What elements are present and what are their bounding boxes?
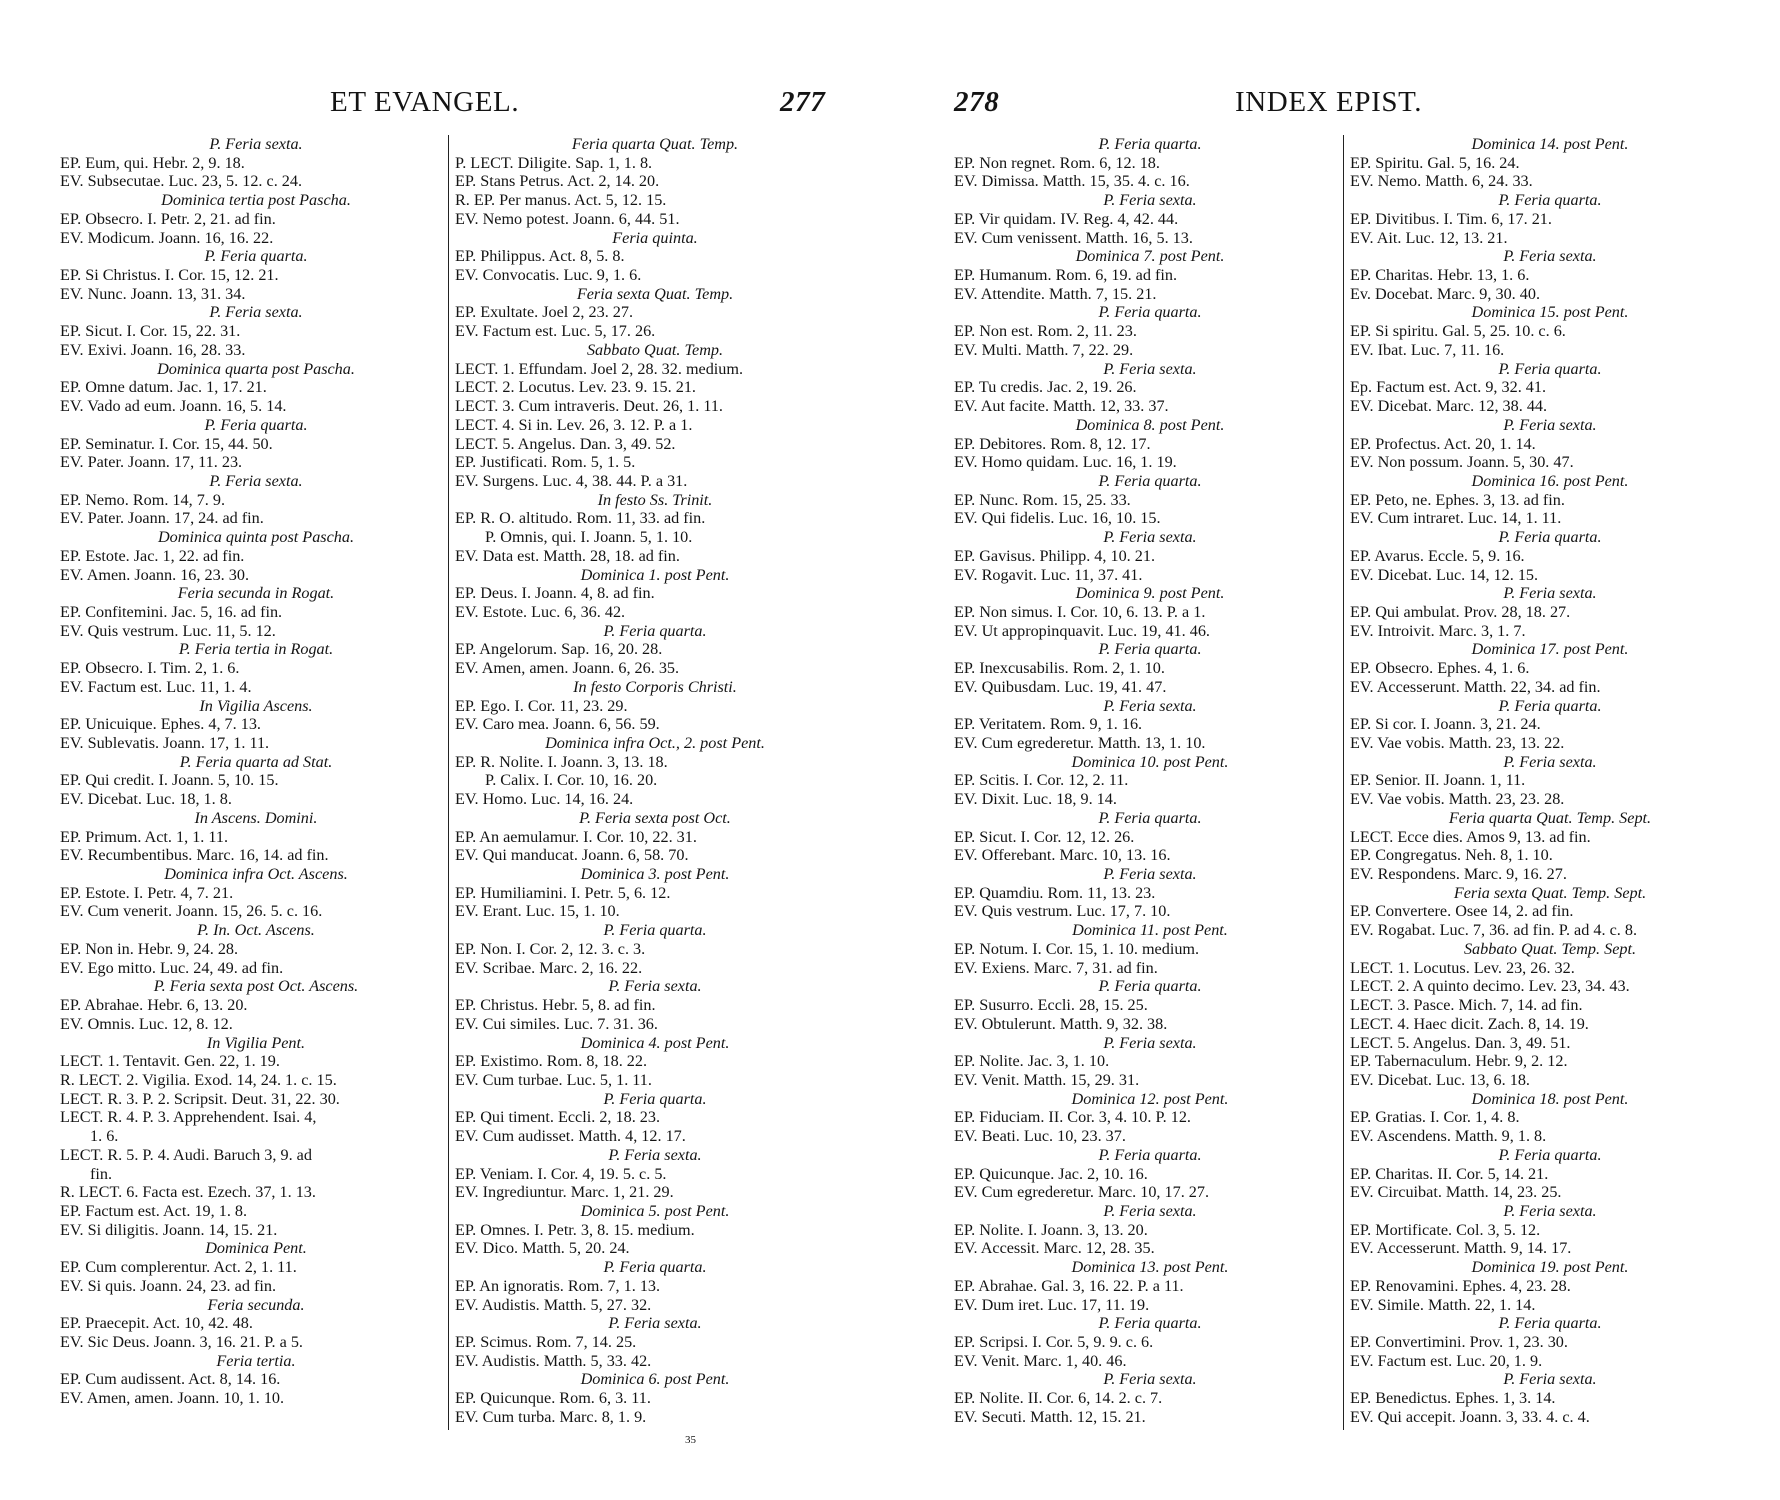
section-heading: In festo Corporis Christi.: [573, 677, 737, 696]
section-heading: P. Feria quarta.: [1098, 1314, 1202, 1333]
index-entry: EP. R. Nolite. I. Joann. 3, 13. 18.: [455, 752, 668, 771]
index-entry: EV. Sic Deus. Joann. 3, 16. 21. P. a 5.: [60, 1333, 303, 1351]
index-column: [455, 135, 855, 1427]
index-entry: EV. Accesserunt. Matth. 9, 14. 17.: [1350, 1239, 1572, 1258]
section-heading: Dominica 8. post Pent.: [1075, 415, 1225, 434]
section-heading: In festo Ss. Trinit.: [597, 490, 713, 509]
index-entry: EP. Non. I. Cor. 2, 12. 3. c. 3.: [455, 939, 646, 958]
index-entry: EV. Dicebat. Luc. 14, 12. 15.: [1350, 565, 1539, 584]
index-entry: EP. Eum, qui. Hebr. 2, 9. 18.: [60, 153, 245, 172]
index-entry: EP. Sicut. I. Cor. 15, 22. 31.: [60, 322, 241, 341]
index-entry: EP. Deus. I. Joann. 4, 8. ad fin.: [455, 584, 655, 603]
section-heading: P. Feria sexta.: [1103, 1033, 1197, 1052]
section-heading: P. Feria sexta.: [1103, 1370, 1197, 1389]
section-heading: Dominica 10. post Pent.: [1071, 752, 1229, 771]
index-entry: EV. Modicum. Joann. 16, 16. 22.: [60, 228, 274, 247]
section-heading: P. Feria quarta ad Stat.: [179, 752, 333, 771]
section-heading: P. Feria quarta.: [1498, 528, 1602, 547]
section-heading: In Vigilia Pent.: [206, 1033, 306, 1052]
index-entry: EV. Ingrediuntur. Marc. 1, 21. 29.: [455, 1183, 674, 1202]
index-entry: EP. Renovamini. Ephes. 4, 23. 28.: [1350, 1276, 1571, 1295]
index-entry: EP. Angelorum. Sap. 16, 20. 28.: [455, 640, 663, 659]
index-entry: EP. Inexcusabilis. Rom. 2, 1. 10.: [954, 659, 1165, 678]
section-heading: P. Feria sexta.: [1103, 865, 1197, 884]
index-entry: EP. Primum. Act. 1, 1. 11.: [60, 827, 229, 846]
index-entry: EV. Qui fidelis. Luc. 16, 10. 15.: [954, 509, 1161, 528]
section-heading: P. Feria sexta post Oct. Ascens.: [153, 977, 359, 996]
section-heading: P. Feria quarta.: [603, 1258, 707, 1277]
index-entry: EV. Cum venerit. Joann. 15, 26. 5. c. 16.: [60, 902, 323, 921]
section-heading: In Ascens. Domini.: [194, 808, 318, 827]
section-heading: Dominica quinta post Pascha.: [157, 528, 355, 547]
index-entry: EV. Cum turba. Marc. 8, 1. 9.: [455, 1407, 647, 1426]
index-entry: EP. Philippus. Act. 8, 5. 8.: [455, 247, 625, 266]
section-heading: Dominica 15. post Pent.: [1471, 303, 1629, 322]
index-entry: EP. Qui credit. I. Joann. 5, 10. 15.: [60, 771, 279, 790]
index-entry: EV. Vae vobis. Matth. 23, 23. 28.: [1350, 790, 1565, 809]
index-entry: EP. Divitibus. I. Tim. 6, 17. 21.: [1350, 209, 1552, 228]
index-entry: EV. Secuti. Matth. 12, 15. 21.: [954, 1407, 1146, 1426]
index-entry: P. Omnis, qui. I. Joann. 5, 1. 10.: [485, 528, 693, 547]
index-entry: EP. Scitis. I. Cor. 12, 2. 11.: [954, 771, 1129, 790]
index-entry: EV. Quis vestrum. Luc. 17, 7. 10.: [954, 902, 1171, 921]
index-entry: EV. Respondens. Marc. 9, 16. 27.: [1350, 865, 1567, 884]
index-entry: EP. Abrahae. Gal. 3, 16. 22. P. a 11.: [954, 1276, 1184, 1295]
index-entry: EV. Amen, amen. Joann. 10, 1. 10.: [60, 1389, 285, 1408]
index-entry: EP. Nunc. Rom. 15, 25. 33.: [954, 490, 1131, 509]
index-entry: EP. Existimo. Rom. 8, 18. 22.: [455, 1052, 648, 1071]
section-heading: P. Feria sexta.: [1503, 584, 1597, 603]
section-heading: Dominica 3. post Pent.: [580, 865, 730, 884]
section-heading: Dominica 1. post Pent.: [580, 565, 730, 584]
index-entry: EP. Cum audissent. Act. 8, 14. 16.: [60, 1370, 281, 1389]
section-heading: Dominica 9. post Pent.: [1075, 584, 1225, 603]
running-title: ET EVANGEL.: [330, 86, 520, 118]
index-entry: EV. Dum iret. Luc. 17, 11. 19.: [954, 1295, 1150, 1314]
index-entry: P. Calix. I. Cor. 10, 16. 20.: [485, 771, 658, 790]
section-heading: P. Feria quarta.: [1498, 191, 1602, 210]
section-heading: Dominica quarta post Pascha.: [157, 359, 355, 378]
section-heading: Dominica 6. post Pent.: [580, 1370, 730, 1389]
index-entry: EP. Charitas. Hebr. 13, 1. 6.: [1350, 266, 1530, 285]
index-entry: EV. Offerebant. Marc. 10, 13. 16.: [954, 846, 1171, 865]
index-entry: EV. Omnis. Luc. 12, 8. 12.: [60, 1014, 233, 1033]
index-entry: EV. Data est. Matth. 28, 18. ad fin.: [455, 546, 680, 565]
right-page: [900, 0, 1780, 1500]
index-entry: EV. Convocatis. Luc. 9, 1. 6.: [455, 266, 642, 285]
index-entry: EP. Quicunque. Rom. 6, 3. 11.: [455, 1389, 651, 1408]
index-entry: LECT. 5. Angelus. Dan. 3, 49. 52.: [455, 434, 676, 453]
section-heading: Feria tertia.: [216, 1351, 296, 1370]
column-rule: [448, 135, 449, 1430]
index-entry: EP. An aemulamur. I. Cor. 10, 22. 31.: [455, 827, 697, 846]
index-entry: EV. Amen. Joann. 16, 23. 30.: [60, 565, 249, 584]
index-entry: EV. Ut appropinquavit. Luc. 19, 41. 46.: [954, 621, 1210, 640]
index-entry: EP. Exultate. Joel 2, 23. 27.: [455, 303, 634, 322]
index-entry: EV. Dixit. Luc. 18, 9. 14.: [954, 790, 1117, 809]
page-number: 278: [954, 86, 1000, 118]
section-heading: P. Feria quarta.: [1098, 471, 1202, 490]
section-heading: P. Feria sexta.: [1103, 1201, 1197, 1220]
index-entry: EP. Estote. Jac. 1, 22. ad fin.: [60, 546, 245, 565]
index-entry: EV. Vado ad eum. Joann. 16, 5. 14.: [60, 397, 287, 416]
index-entry: EV. Beati. Luc. 10, 23. 37.: [954, 1127, 1126, 1146]
index-entry: EP. Qui ambulat. Prov. 28, 18. 27.: [1350, 602, 1571, 621]
index-entry: EP. Si cor. I. Joann. 3, 21. 24.: [1350, 715, 1541, 734]
index-entry: LECT. 5. Angelus. Dan. 3, 49. 51.: [1350, 1033, 1571, 1052]
index-entry: LECT. 4. Haec dicit. Zach. 8, 14. 19.: [1350, 1014, 1589, 1033]
index-entry: EP. Stans Petrus. Act. 2, 14. 20.: [455, 172, 660, 191]
index-entry: EP. Mortificate. Col. 3, 5. 12.: [1350, 1220, 1541, 1239]
section-heading: P. Feria sexta.: [209, 135, 303, 153]
section-heading: Dominica 5. post Pent.: [580, 1201, 730, 1220]
index-entry: EV. Multi. Matth. 7, 22. 29.: [954, 340, 1134, 359]
index-entry: EV. Cum egrederetur. Matth. 13, 1. 10.: [954, 734, 1206, 752]
index-entry: LECT. 1. Tentavit. Gen. 22, 1. 19.: [60, 1052, 280, 1071]
index-entry: EP. Nolite. II. Cor. 6, 14. 2. c. 7.: [954, 1389, 1163, 1408]
index-entry: EP. Tabernaculum. Hebr. 9, 2. 12.: [1350, 1052, 1568, 1071]
index-entry: EP. Scimus. Rom. 7, 14. 25.: [455, 1333, 637, 1351]
index-entry: EP. Vir quidam. IV. Reg. 4, 42. 44.: [954, 209, 1179, 228]
section-heading: Dominica tertia post Pascha.: [161, 191, 351, 210]
index-entry: LECT. R. 3. P. 2. Scripsit. Deut. 31, 22. 30.: [60, 1089, 340, 1108]
index-entry: EV. Non possum. Joann. 5, 30. 47.: [1350, 453, 1574, 472]
index-entry: EP. Nolite. Jac. 3, 1. 10.: [954, 1052, 1110, 1071]
section-heading: P. Feria sexta.: [209, 471, 303, 490]
section-heading: P. Feria sexta.: [1103, 191, 1197, 210]
index-entry: EP. Estote. I. Petr. 4, 7. 21.: [60, 883, 234, 902]
index-entry: EV. Cui similes. Luc. 7. 31. 36.: [455, 1014, 658, 1033]
index-entry: EP. R. O. altitudo. Rom. 11, 33. ad fin.: [455, 509, 706, 528]
section-heading: P. Feria quarta.: [1498, 1314, 1602, 1333]
section-heading: P. Feria quarta.: [603, 1089, 707, 1108]
index-entry: LECT. 1. Effundam. Joel 2, 28. 32. medium.: [455, 359, 744, 378]
index-entry: EP. Non simus. I. Cor. 10, 6. 13. P. a 1.: [954, 602, 1206, 621]
index-entry: EP. Gavisus. Philipp. 4, 10. 21.: [954, 546, 1156, 565]
section-heading: Dominica 11. post Pent.: [1072, 921, 1228, 940]
index-entry: EP. Notum. I. Cor. 15, 1. 10. medium.: [954, 939, 1200, 958]
index-entry: EP. Non est. Rom. 2, 11. 23.: [954, 322, 1137, 341]
index-entry: EP. Quamdiu. Rom. 11, 13. 23.: [954, 883, 1156, 902]
index-entry: EV. Estote. Luc. 6, 36. 42.: [455, 602, 626, 621]
section-heading: P. Feria sexta.: [1103, 696, 1197, 715]
signature-mark: 35: [685, 1434, 696, 1446]
index-entry: EV. Homo quidam. Luc. 16, 1. 19.: [954, 453, 1177, 472]
section-heading: P. Feria sexta.: [1103, 528, 1197, 547]
section-heading: P. Feria quarta.: [1098, 808, 1202, 827]
index-entry: EP. Debitores. Rom. 8, 12. 17.: [954, 434, 1151, 453]
index-entry: EP. Tu credis. Jac. 2, 19. 26.: [954, 378, 1137, 397]
index-entry: EP. Omnes. I. Petr. 3, 8. 15. medium.: [455, 1220, 695, 1239]
index-entry: EV. Pater. Joann. 17, 11. 23.: [60, 453, 243, 472]
section-heading: Feria quarta Quat. Temp. Sept.: [1448, 808, 1652, 827]
index-entry: EV. Recumbentibus. Marc. 16, 14. ad fin.: [60, 846, 329, 865]
index-entry: EV. Homo. Luc. 14, 16. 24.: [455, 790, 634, 809]
index-entry: EP. Cum complerentur. Act. 2, 1. 11.: [60, 1258, 297, 1277]
section-heading: Dominica 19. post Pent.: [1471, 1258, 1629, 1277]
section-heading: Sabbato Quat. Temp. Sept.: [1463, 939, 1637, 958]
index-entry: EP. Non in. Hebr. 9, 24. 28.: [60, 939, 239, 958]
section-heading: P. Feria sexta.: [608, 1145, 702, 1164]
index-entry: EV. Introivit. Marc. 3, 1. 7.: [1350, 621, 1526, 640]
index-entry: EP. Omne datum. Jac. 1, 17. 21.: [60, 378, 267, 397]
index-entry: LECT. 1. Locutus. Lev. 23, 26. 32.: [1350, 958, 1575, 977]
index-entry: EV. Dicebat. Luc. 18, 1. 8.: [60, 790, 232, 809]
section-heading: Feria sexta Quat. Temp. Sept.: [1453, 883, 1647, 902]
index-entry: EV. Dicebat. Luc. 13, 6. 18.: [1350, 1070, 1530, 1089]
index-entry: EV. Exivi. Joann. 16, 28. 33.: [60, 340, 246, 359]
section-heading: P. Feria tertia in Rogat.: [178, 640, 334, 659]
index-entry: EV. Dimissa. Matth. 15, 35. 4. c. 16.: [954, 172, 1190, 191]
index-entry: EV. Nemo. Matth. 6, 24. 33.: [1350, 172, 1533, 191]
index-column: [60, 135, 452, 1408]
index-entry: EP. An ignoratis. Rom. 7, 1. 13.: [455, 1276, 661, 1295]
index-entry: R. LECT. 2. Vigilia. Exod. 14, 24. 1. c. 15.: [60, 1070, 337, 1089]
section-heading: Dominica 7. post Pent.: [1075, 247, 1225, 266]
section-heading: P. Feria quarta.: [1098, 303, 1202, 322]
index-entry: EV. Caro mea. Joann. 6, 56. 59.: [455, 715, 660, 734]
index-entry: EV. Dicebat. Marc. 12, 38. 44.: [1350, 397, 1548, 416]
index-entry: EP. Quicunque. Jac. 2, 10. 16.: [954, 1164, 1148, 1183]
section-heading: P. Feria sexta.: [1103, 359, 1197, 378]
index-entry: EP. Christus. Hebr. 5, 8. ad fin.: [455, 996, 656, 1015]
index-entry: LECT. 2. A quinto decimo. Lev. 23, 34. 43.: [1350, 977, 1630, 996]
index-entry: EV. Nemo potest. Joann. 6, 44. 51.: [455, 209, 680, 228]
section-heading: P. Feria sexta.: [1503, 1370, 1597, 1389]
section-heading: P. Feria quarta.: [204, 415, 308, 434]
index-entry: R. LECT. 6. Facta est. Ezech. 37, 1. 13.: [60, 1183, 316, 1202]
left-page: [0, 0, 880, 1500]
section-heading: P. Feria quarta.: [603, 621, 707, 640]
index-entry: EV. Vae vobis. Matth. 23, 13. 22.: [1350, 734, 1565, 752]
index-entry: EP. Confitemini. Jac. 5, 16. ad fin.: [60, 602, 283, 621]
section-heading: Dominica 18. post Pent.: [1471, 1089, 1629, 1108]
index-entry: EV. Dico. Matth. 5, 20. 24.: [455, 1239, 630, 1258]
section-heading: Sabbato Quat. Temp.: [586, 340, 724, 359]
index-entry: EV. Qui manducat. Joann. 6, 58. 70.: [455, 846, 689, 865]
section-heading: Dominica 4. post Pent.: [580, 1033, 730, 1052]
index-entry: EV. Audistis. Matth. 5, 27. 32.: [455, 1295, 652, 1314]
index-entry: EV. Sublevatis. Joann. 17, 1. 11.: [60, 734, 270, 752]
index-entry: EV. Cum audisset. Matth. 4, 12. 17.: [455, 1127, 686, 1146]
index-entry: LECT. R. 5. P. 4. Audi. Baruch 3, 9. ad: [60, 1145, 312, 1164]
index-entry: EP. Ego. I. Cor. 11, 23. 29.: [455, 696, 628, 715]
index-entry: EV. Subsecutae. Luc. 23, 5. 12. c. 24.: [60, 172, 303, 191]
section-heading: P. Feria sexta.: [1503, 415, 1597, 434]
index-entry: EV. Ait. Luc. 12, 13. 21.: [1350, 228, 1508, 247]
index-entry: LECT. 4. Si in. Lev. 26, 3. 12. P. a 1.: [455, 415, 693, 434]
index-entry: EP. Scripsi. I. Cor. 5, 9. 9. c. 6.: [954, 1333, 1154, 1351]
index-entry: Ep. Factum est. Act. 9, 32. 41.: [1350, 378, 1547, 397]
index-entry: EP. Nolite. I. Joann. 3, 13. 20.: [954, 1220, 1148, 1239]
section-heading: Dominica 17. post Pent.: [1471, 640, 1629, 659]
section-heading: P. Feria sexta.: [1503, 1201, 1597, 1220]
section-heading: P. Feria quarta.: [204, 247, 308, 266]
section-heading: Dominica infra Oct., 2. post Pent.: [545, 734, 765, 752]
index-entry: Ev. Docebat. Marc. 9, 30. 40.: [1350, 284, 1540, 303]
index-entry: EP. Obsecro. I. Tim. 2, 1. 6.: [60, 659, 240, 678]
index-entry: EV. Venit. Matth. 15, 29. 31.: [954, 1070, 1140, 1089]
index-entry: EV. Erant. Luc. 15, 1. 10.: [455, 902, 620, 921]
index-entry: EV. Accessit. Marc. 12, 28. 35.: [954, 1239, 1155, 1258]
index-entry: EV. Simile. Matth. 22, 1. 14.: [1350, 1295, 1536, 1314]
section-heading: Dominica 16. post Pent.: [1471, 471, 1629, 490]
index-entry: EV. Quibusdam. Luc. 19, 41. 47.: [954, 677, 1167, 696]
section-heading: P. Feria quarta.: [1498, 1145, 1602, 1164]
index-entry: EP. Non regnet. Rom. 6, 12. 18.: [954, 153, 1160, 172]
index-entry: EV. Qui accepit. Joann. 3, 33. 4. c. 4.: [1350, 1407, 1590, 1426]
index-entry: fin.: [90, 1164, 113, 1183]
section-heading: P. Feria sexta.: [209, 303, 303, 322]
index-entry: EP. Profectus. Act. 20, 1. 14.: [1350, 434, 1536, 453]
index-entry: EP. Convertere. Osee 14, 2. ad fin.: [1350, 902, 1574, 921]
section-heading: P. Feria quarta.: [1098, 640, 1202, 659]
index-entry: EP. Obsecro. I. Petr. 2, 21. ad fin.: [60, 209, 276, 228]
index-entry: P. LECT. Diligite. Sap. 1, 1. 8.: [455, 153, 653, 172]
column-rule: [1343, 135, 1344, 1430]
index-entry: EV. Scribae. Marc. 2, 16. 22.: [455, 958, 643, 977]
section-heading: P. Feria sexta post Oct.: [579, 808, 731, 827]
index-entry: EP. Veritatem. Rom. 9, 1. 16.: [954, 715, 1143, 734]
index-column: [954, 135, 1346, 1427]
index-entry: EP. Obsecro. Ephes. 4, 1. 6.: [1350, 659, 1530, 678]
index-entry: LECT. Ecce dies. Amos 9, 13. ad fin.: [1350, 827, 1591, 846]
section-heading: Feria secunda in Rogat.: [177, 584, 335, 603]
section-heading: Feria quarta Quat. Temp.: [571, 135, 739, 153]
index-entry: EP. Si Christus. I. Cor. 15, 12. 21.: [60, 266, 279, 285]
index-entry: EV. Ibat. Luc. 7, 11. 16.: [1350, 340, 1505, 359]
section-heading: Dominica infra Oct. Ascens.: [164, 865, 348, 884]
index-entry: EV. Cum intraret. Luc. 14, 1. 11.: [1350, 509, 1562, 528]
index-entry: EP. Veniam. I. Cor. 4, 19. 5. c. 5.: [455, 1164, 667, 1183]
index-entry: EV. Si diligitis. Joann. 14, 15. 21.: [60, 1220, 278, 1239]
index-entry: EV. Rogavit. Luc. 11, 37. 41.: [954, 565, 1143, 584]
section-heading: P. Feria sexta.: [608, 1314, 702, 1333]
index-entry: EV. Cum venissent. Matth. 16, 5. 13.: [954, 228, 1193, 247]
index-entry: EV. Cum turbae. Luc. 5, 1. 11.: [455, 1070, 652, 1089]
index-entry: EV. Quis vestrum. Luc. 11, 5. 12.: [60, 621, 276, 640]
index-entry: EP. Abrahae. Hebr. 6, 13. 20.: [60, 996, 248, 1015]
index-entry: EV. Attendite. Matth. 7, 15. 21.: [954, 284, 1157, 303]
index-entry: EV. Venit. Marc. 1, 40. 46.: [954, 1351, 1127, 1370]
index-entry: EP. Benedictus. Ephes. 1, 3. 14.: [1350, 1389, 1556, 1408]
index-entry: EV. Si quis. Joann. 24, 23. ad fin.: [60, 1276, 276, 1295]
index-entry: EP. Si spiritu. Gal. 5, 25. 10. c. 6.: [1350, 322, 1566, 341]
index-entry: EP. Convertimini. Prov. 1, 23. 30.: [1350, 1333, 1568, 1351]
index-entry: EV. Circuibat. Matth. 14, 23. 25.: [1350, 1183, 1562, 1202]
section-heading: P. Feria sexta.: [1503, 752, 1597, 771]
index-entry: R. EP. Per manus. Act. 5, 12. 15.: [455, 191, 667, 210]
section-heading: Feria sexta Quat. Temp.: [576, 284, 734, 303]
running-title: INDEX EPIST.: [1235, 86, 1423, 118]
section-heading: Feria quinta.: [612, 228, 698, 247]
index-entry: EP. Unicuique. Ephes. 4, 7. 13.: [60, 715, 261, 734]
index-entry: EP. Nemo. Rom. 14, 7. 9.: [60, 490, 226, 509]
section-heading: P. Feria quarta.: [1098, 1145, 1202, 1164]
section-heading: P. Feria sexta.: [1503, 247, 1597, 266]
index-entry: EV. Exiens. Marc. 7, 31. ad fin.: [954, 958, 1158, 977]
index-entry: EV. Ego mitto. Luc. 24, 49. ad fin.: [60, 958, 284, 977]
index-entry: EP. Justificati. Rom. 5, 1. 5.: [455, 453, 636, 472]
index-entry: EV. Factum est. Luc. 5, 17. 26.: [455, 322, 656, 341]
index-entry: EV. Factum est. Luc. 11, 1. 4.: [60, 677, 252, 696]
index-entry: EP. Praecepit. Act. 10, 42. 48.: [60, 1314, 253, 1333]
index-entry: EP. Senior. II. Joann. 1, 11.: [1350, 771, 1526, 790]
index-entry: EV. Aut facite. Matth. 12, 33. 37.: [954, 397, 1169, 416]
section-heading: Feria secunda.: [207, 1295, 305, 1314]
section-heading: P. Feria quarta.: [1498, 696, 1602, 715]
section-heading: P. Feria quarta.: [1098, 977, 1202, 996]
index-entry: EP. Susurro. Eccli. 28, 15. 25.: [954, 996, 1148, 1015]
section-heading: P. Feria quarta.: [1498, 359, 1602, 378]
index-entry: LECT. R. 4. P. 3. Apprehendent. Isai. 4,: [60, 1108, 317, 1127]
page-number: 277: [780, 86, 826, 118]
index-entry: EP. Qui timent. Eccli. 2, 18. 23.: [455, 1108, 661, 1127]
section-heading: P. Feria quarta.: [1098, 135, 1202, 153]
section-heading: Dominica 14. post Pent.: [1471, 135, 1629, 153]
index-column: [1350, 135, 1750, 1427]
index-entry: EP. Charitas. II. Cor. 5, 14. 21.: [1350, 1164, 1549, 1183]
index-entry: EV. Rogabat. Luc. 7, 36. ad fin. P. ad 4. c. 8.: [1350, 921, 1637, 940]
index-entry: EP. Humiliamini. I. Petr. 5, 6. 12.: [455, 883, 671, 902]
index-entry: LECT. 2. Locutus. Lev. 23. 9. 15. 21.: [455, 378, 696, 397]
index-entry: 1. 6.: [90, 1127, 119, 1146]
index-entry: EP. Fiduciam. II. Cor. 3, 4. 10. P. 12.: [954, 1108, 1191, 1127]
index-entry: EV. Accesserunt. Matth. 22, 34. ad fin.: [1350, 677, 1601, 696]
index-entry: EP. Congregatus. Neh. 8, 1. 10.: [1350, 846, 1553, 865]
index-entry: EV. Cum egrederetur. Marc. 10, 17. 27.: [954, 1183, 1210, 1202]
section-heading: P. In. Oct. Ascens.: [197, 921, 315, 940]
section-heading: In Vigilia Ascens.: [199, 696, 313, 715]
index-entry: EP. Avarus. Eccle. 5, 9. 16.: [1350, 546, 1525, 565]
index-entry: EV. Obtulerunt. Matth. 9, 32. 38.: [954, 1014, 1168, 1033]
index-entry: EP. Peto, ne. Ephes. 3, 13. ad fin.: [1350, 490, 1565, 509]
index-entry: EV. Amen, amen. Joann. 6, 26. 35.: [455, 659, 680, 678]
index-entry: EP. Humanum. Rom. 6, 19. ad fin.: [954, 266, 1178, 285]
index-entry: LECT. 3. Pasce. Mich. 7, 14. ad fin.: [1350, 996, 1583, 1015]
index-entry: EV. Pater. Joann. 17, 24. ad fin.: [60, 509, 264, 528]
index-entry: LECT. 3. Cum intraveris. Deut. 26, 1. 11.: [455, 397, 723, 416]
section-heading: P. Feria sexta.: [608, 977, 702, 996]
section-heading: Dominica 13. post Pent.: [1071, 1258, 1229, 1277]
index-entry: EV. Surgens. Luc. 4, 38. 44. P. a 31.: [455, 471, 688, 490]
index-entry: EV. Ascendens. Matth. 9, 1. 8.: [1350, 1127, 1547, 1146]
index-entry: EP. Sicut. I. Cor. 12, 12. 26.: [954, 827, 1135, 846]
index-entry: EP. Factum est. Act. 19, 1. 8.: [60, 1201, 248, 1220]
section-heading: Dominica Pent.: [205, 1239, 307, 1258]
index-entry: EV. Nunc. Joann. 13, 31. 34.: [60, 284, 246, 303]
section-heading: Dominica 12. post Pent.: [1071, 1089, 1229, 1108]
index-entry: EP. Gratias. I. Cor. 1, 4. 8.: [1350, 1108, 1520, 1127]
index-entry: EV. Factum est. Luc. 20, 1. 9.: [1350, 1351, 1543, 1370]
index-entry: EV. Audistis. Matth. 5, 33. 42.: [455, 1351, 652, 1370]
index-entry: EP. Spiritu. Gal. 5, 16. 24.: [1350, 153, 1520, 172]
section-heading: P. Feria quarta.: [603, 921, 707, 940]
index-entry: EP. Seminatur. I. Cor. 15, 44. 50.: [60, 434, 273, 453]
